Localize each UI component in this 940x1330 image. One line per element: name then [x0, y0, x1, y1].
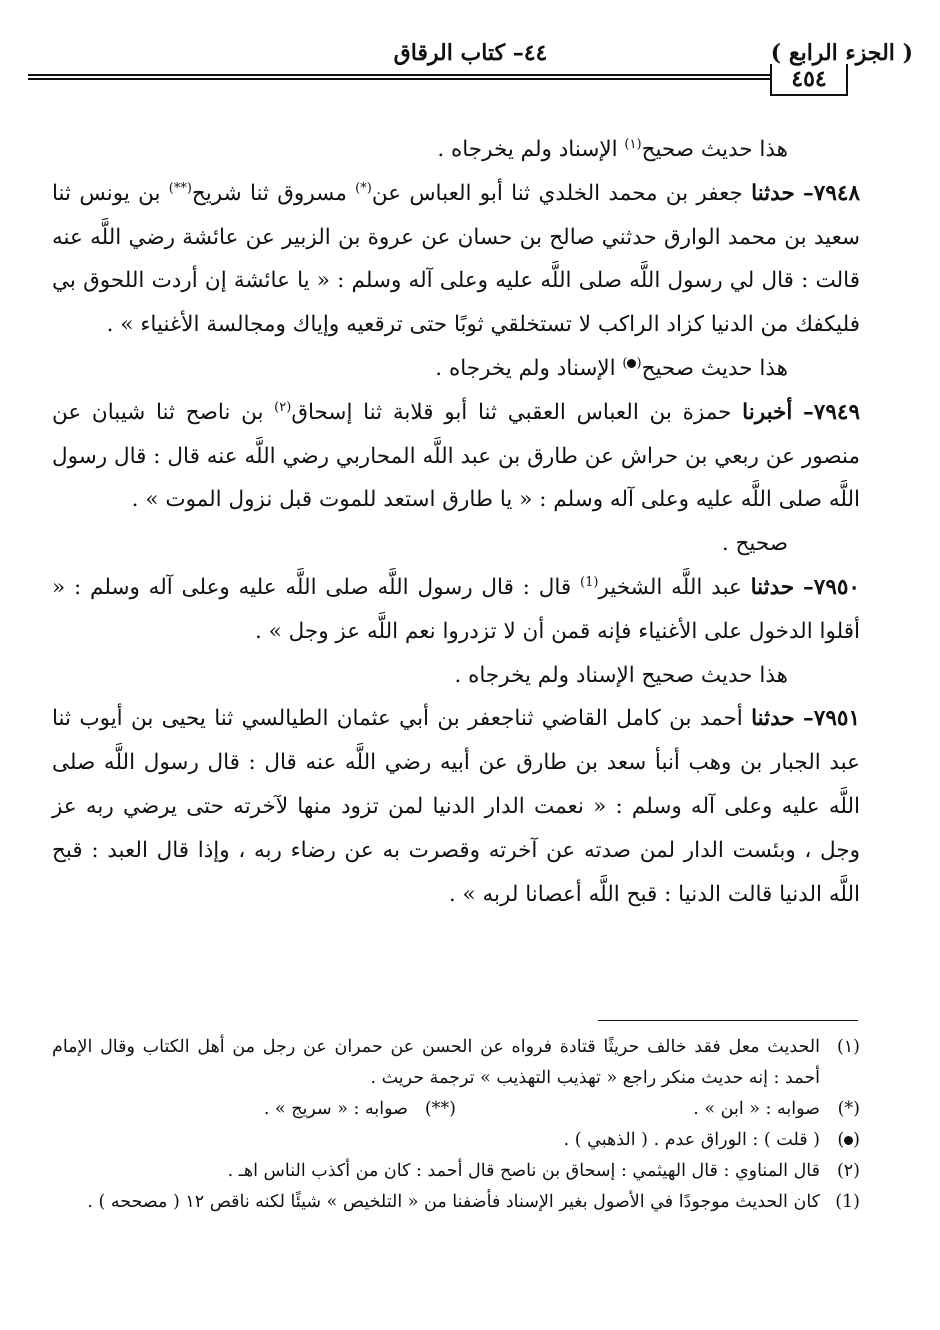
hadith-number: ٧٩٥٠– — [803, 574, 860, 600]
hadith-7950: ٧٩٥٠– حدثنا عبد اللَّه الشخير$^{(1)}$ قال : قال رسول اللَّه صلى اللَّه عليه وعلى آله وسلم : « أقلوا الدخول على الأغنياء فإنه قمن أن لا تزدروا نعم اللَّه عز وجل » . — [52, 574, 860, 644]
grading-note: هذا حديث صحيح() الإسناد ولم يخرجاه . — [435, 355, 788, 381]
narration-keyword: حدثنا — [750, 574, 795, 600]
footnote-ref: (١) — [624, 136, 642, 152]
footnote-separator — [598, 1020, 858, 1021]
footnote-mark: (٢) — [836, 1161, 860, 1181]
footnote-2 — [52, 1156, 860, 1187]
footnote-1 — [52, 1032, 860, 1094]
footnote-text: ( قلت ) : الوراق عدم . ( الذهبي ) . — [563, 1130, 820, 1150]
hadith-7951: ٧٩٥١– حدثنا أحمد بن كامل القاضي ثناجعفر بن أبي عثمان الطيالسي ثنا يحيى بن أيوب ثنا عبد الجبار بن وهب أنبأ سعد بن طارق عن أبيه رضي اللَّه عنه قال : قال رسول اللَّه صلى اللَّه عليه وعلى آله وسلم : « نعمت الدار الدنيا لمن تزود منها لآخرته حتى يرضي ربه عز وجل ، وبئست الدار لمن صدته عن آخرته وقصرت به عن رضاء ربه ، وإذا قال العبد : قبح اللَّه الدنيا قالت الدنيا : قبح اللَّه أعصانا لربه » . — [52, 706, 860, 907]
volume-label: ( الجزء الرابع ) — [770, 40, 913, 66]
page-header — [28, 38, 913, 100]
footnote-ref: (**) — [168, 180, 192, 196]
hadith-number: ٧٩٥١– — [803, 706, 860, 732]
book-title: ٤٤– كتاب الرقاق — [393, 40, 548, 66]
footnote-ref-dot: () — [622, 355, 642, 371]
hadith-7948: ٧٩٤٨– حدثنا جعفر بن محمد الخلدي ثنا أبو العباس عن(*) مسروق ثنا شريح(**) بن يونس ثنا سعيد بن محمد الوارق حدثني صالح بن حسان عن عروة بن الزبير عن عائشة رضي اللَّه عنه قالت : قال لي رسول اللَّه صلى اللَّه عليه وعلى آله وسلم : « يا عائشة إن أردت اللحوق بي فليكفك من الدنيا كزاد الراكب لا تستخلقي ثوبًا حتى ترقعيه وإياك ومجالسة الأغنياء » . — [52, 180, 860, 338]
grading-note: هذا حديث صحيح الإسناد ولم يخرجاه . — [454, 662, 788, 688]
footnotes — [52, 1032, 860, 1218]
header-rule-double — [28, 78, 770, 80]
footnote-mark: (*) — [837, 1099, 860, 1119]
footnote-dot — [52, 1125, 860, 1156]
footnote-ref: (٢) — [274, 399, 292, 415]
footnote-ref: (1) — [580, 574, 599, 590]
page-number: ٤٥٤ — [770, 64, 848, 96]
narration-keyword: أخبرنا — [742, 399, 793, 425]
footnote-text: الحديث معل فقد خالف حريثًا قتادة فرواه عن الحسن عن حمران عن رجل من أهل الكتاب وقال الإمام أحمد : إنه حديث منكر راجع « تهذيب التهذيب » ترجمة حريث . — [52, 1037, 820, 1088]
footnote-star-row — [52, 1094, 860, 1125]
grading-note: هذا حديث صحيح$^{(١)}$ الإسناد ولم يخرجاه . — [437, 136, 788, 162]
narration-keyword: حدثنا — [751, 180, 795, 206]
footnote-ref: (*) — [355, 180, 372, 196]
footnote-text: قال المناوي : قال الهيثمي : إسحاق بن ناصح قال أحمد : كان من أكذب الناس اهـ . — [227, 1161, 820, 1181]
hadith-number: ٧٩٤٨– — [803, 180, 860, 206]
footnote-mark: (1) — [835, 1192, 860, 1212]
dot-icon — [844, 1136, 853, 1145]
dot-icon — [627, 359, 636, 368]
footnote-mark: (١) — [836, 1037, 860, 1057]
narration-keyword: حدثنا — [751, 706, 795, 732]
footnote-a — [52, 1187, 860, 1218]
grading-note: صحيح . — [721, 531, 788, 557]
footnote-text: كان الحديث موجودًا في الأصول بغير الإسناد فأضفنا من « التلخيص » شيئًا لكنه ناقص ١٢ ( مصححه ) . — [87, 1192, 820, 1212]
hadith-7949: ٧٩٤٩– أخبرنا حمزة بن العباس العقبي ثنا أبو قلابة ثنا إسحاق$^{(٢)}$ بن ناصح ثنا شيبان عن منصور عن ربعي بن حراش عن طارق بن عبد اللَّه المحاربي رضي اللَّه عنه قال : قال رسول اللَّه صلى اللَّه عليه وعلى آله وسلم : « يا طارق استعد للموت قبل نزول الموت » . — [52, 399, 860, 513]
footnote-text: صوابه : « سريج » . — [263, 1099, 408, 1119]
footnote-text: صوابه : « ابن » . — [693, 1099, 820, 1119]
main-text — [52, 128, 860, 916]
footnote-mark: (**) — [424, 1099, 456, 1119]
hadith-number: ٧٩٤٩– — [803, 399, 860, 425]
footnote-mark: () — [837, 1130, 860, 1150]
header-rule — [28, 74, 770, 76]
